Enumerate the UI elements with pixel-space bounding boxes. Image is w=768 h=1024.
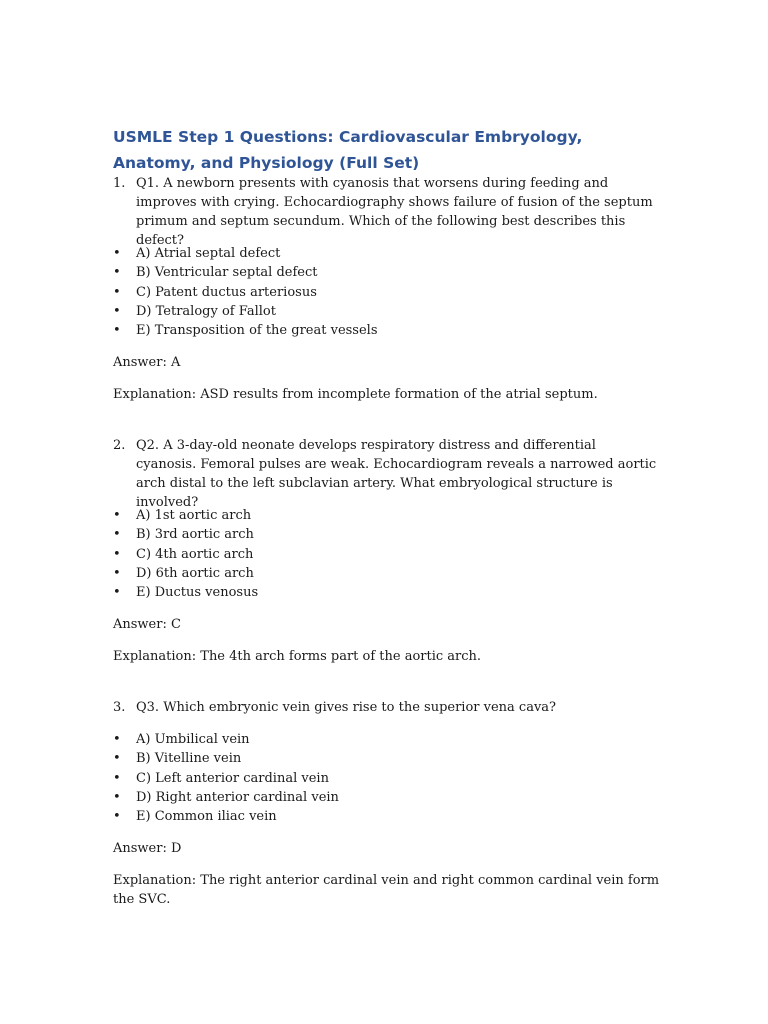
- option-label: D) Right anterior cardinal vein: [136, 789, 339, 805]
- option-item: [113, 807, 613, 826]
- question-number: 1.: [113, 176, 126, 191]
- bullet-icon: •: [113, 546, 121, 562]
- bullet-icon: •: [113, 284, 121, 300]
- option-label: D) Tetralogy of Fallot: [136, 303, 276, 319]
- option-label: A) Atrial septal defect: [136, 246, 281, 261]
- option-item: [113, 730, 613, 749]
- option-label: B) 3rd aortic arch: [136, 527, 254, 543]
- option-label: C) 4th aortic arch: [136, 546, 254, 562]
- question-1-options: [113, 244, 613, 340]
- answer-1: Answer: A: [113, 355, 181, 370]
- option-item: [113, 788, 613, 807]
- explanation-2: Explanation: The 4th arch forms part of the aortic arch.: [113, 649, 482, 664]
- question-text: Q1. A newborn presents with cyanosis that worsens during feeding and improves with crying. Echocardiography shows failure of fusion of the septum primum and septum secundum. Which of the following best describes this defect?: [136, 176, 653, 248]
- option-label: E) Ductus venosus: [136, 585, 259, 601]
- question-text: Q2. A 3-day-old neonate develops respiratory distress and differential cyanosis. Femoral pulses are weak. Echocardiogram reveals a narrowed aortic arch distal to the left subclavian artery. What embryological structure is involved?: [136, 438, 657, 510]
- bullet-icon: •: [113, 508, 121, 523]
- explanation-3: Explanation: The right anterior cardinal vein and right common cardinal vein form the SVC.: [113, 873, 660, 907]
- option-label: A) 1st aortic arch: [136, 508, 252, 523]
- bullet-icon: •: [113, 303, 121, 319]
- question-1: [113, 174, 658, 250]
- bullet-icon: •: [113, 246, 121, 261]
- answer-2: Answer: C: [113, 617, 181, 632]
- bullet-icon: •: [113, 323, 121, 339]
- option-item: [113, 583, 613, 602]
- option-item: [113, 545, 613, 564]
- option-item: [113, 564, 613, 583]
- option-label: C) Patent ductus arteriosus: [136, 284, 317, 300]
- bullet-icon: •: [113, 770, 121, 786]
- bullet-icon: •: [113, 732, 121, 747]
- answer-3: Answer: D: [113, 841, 182, 856]
- bullet-icon: •: [113, 585, 121, 601]
- option-item: [113, 263, 613, 282]
- bullet-icon: •: [113, 751, 121, 767]
- option-label: E) Common iliac vein: [136, 809, 277, 825]
- question-text: Q3. Which embryonic vein gives rise to the superior vena cava?: [136, 700, 557, 715]
- option-label: B) Vitelline vein: [136, 751, 242, 767]
- question-number: 3.: [113, 700, 126, 715]
- option-item: [113, 321, 613, 340]
- option-item: [113, 302, 613, 321]
- bullet-icon: •: [113, 565, 121, 581]
- option-item: [113, 506, 613, 525]
- option-item: [113, 769, 613, 788]
- bullet-icon: •: [113, 265, 121, 281]
- option-item: [113, 244, 613, 263]
- option-item: [113, 525, 613, 544]
- option-label: A) Umbilical vein: [136, 732, 250, 747]
- option-item: [113, 749, 613, 768]
- document-title: USMLE Step 1 Questions: Cardiovascular Embryology, Anatomy, and Physiology (Full Set): [113, 128, 583, 172]
- option-label: D) 6th aortic arch: [136, 565, 254, 581]
- bullet-icon: •: [113, 809, 121, 825]
- question-2: [113, 436, 658, 512]
- question-number: 2.: [113, 438, 126, 453]
- question-2-options: [113, 506, 613, 602]
- option-label: E) Transposition of the great vessels: [136, 323, 378, 339]
- bullet-icon: •: [113, 527, 121, 543]
- question-3-options: [113, 730, 613, 826]
- explanation-1: Explanation: ASD results from incomplete formation of the atrial septum.: [113, 387, 598, 402]
- option-item: [113, 283, 613, 302]
- bullet-icon: •: [113, 789, 121, 805]
- option-label: C) Left anterior cardinal vein: [136, 770, 329, 786]
- option-label: B) Ventricular septal defect: [136, 265, 318, 281]
- question-3: [113, 698, 658, 717]
